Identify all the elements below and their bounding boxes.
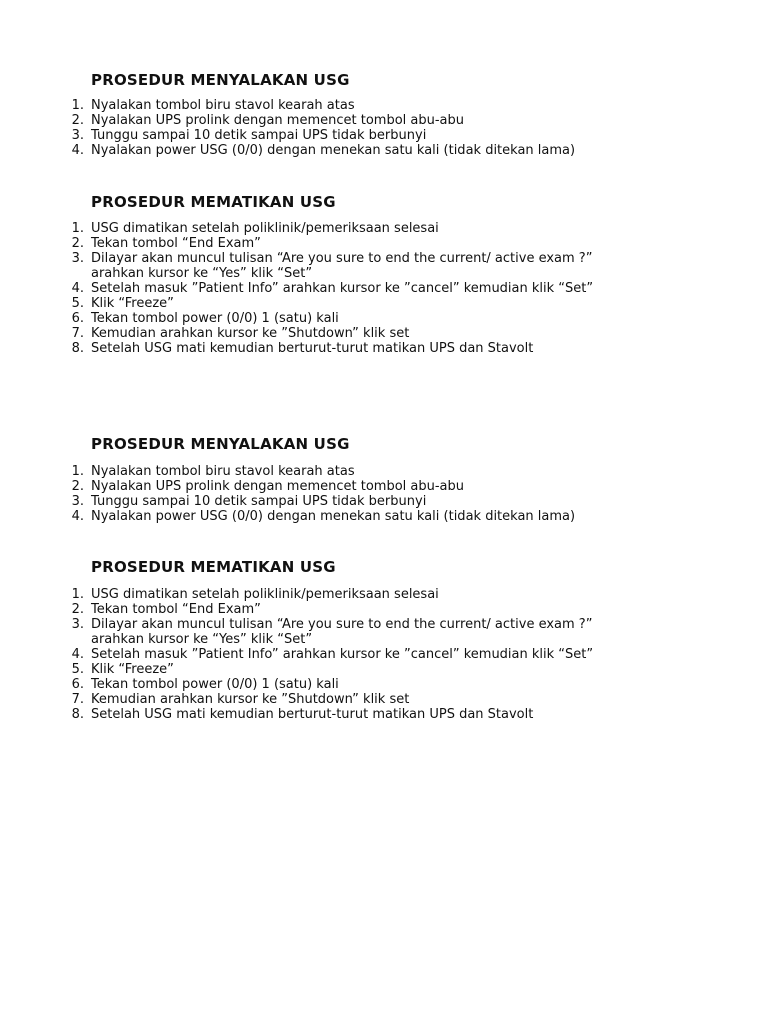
- section-title: PROSEDUR MEMATIKAN USG: [91, 558, 336, 576]
- item-text-continuation: arahkan kursor ke “Yes” klik “Set”: [91, 632, 313, 647]
- list-item: [0, 311, 720, 326]
- item-number: 3.: [71, 128, 84, 143]
- item-text: Nyalakan tombol biru stavol kearah atas: [91, 464, 355, 479]
- list-item: [0, 251, 720, 281]
- list-item: [0, 326, 720, 341]
- list-item: [0, 677, 720, 692]
- item-text: Klik “Freeze”: [91, 296, 174, 311]
- item-number: 1.: [71, 464, 84, 479]
- item-text: Klik “Freeze”: [91, 662, 174, 677]
- item-text: Tekan tombol “End Exam”: [91, 236, 261, 251]
- item-text: USG dimatikan setelah poliklinik/pemeriksaan selesai: [91, 221, 439, 236]
- steps-list: [0, 587, 720, 722]
- item-number: 4.: [71, 647, 84, 662]
- list-item: [0, 509, 720, 524]
- list-item: [0, 587, 720, 602]
- item-text: Dilayar akan muncul tulisan “Are you sure to end the current/ active exam ?”: [91, 617, 593, 632]
- list-item: [0, 602, 720, 617]
- item-text: Nyalakan UPS prolink dengan memencet tombol abu-abu: [91, 113, 465, 128]
- item-number: 4.: [71, 143, 84, 158]
- section-title: PROSEDUR MEMATIKAN USG: [91, 193, 336, 211]
- list-item: [0, 296, 720, 311]
- item-number: 4.: [71, 509, 84, 524]
- list-item: [0, 662, 720, 677]
- item-number: 7.: [71, 326, 84, 341]
- list-item: [0, 341, 720, 356]
- steps-list: [0, 464, 720, 524]
- item-text: Nyalakan power USG (0/0) dengan menekan satu kali (tidak ditekan lama): [91, 143, 576, 158]
- item-number: 5.: [71, 662, 84, 677]
- item-number: 2.: [71, 236, 84, 251]
- item-number: 4.: [71, 281, 84, 296]
- list-item: [0, 647, 720, 662]
- item-text: Dilayar akan muncul tulisan “Are you sure to end the current/ active exam ?”: [91, 251, 593, 266]
- item-number: 3.: [71, 251, 84, 266]
- item-text: Tekan tombol power (0/0) 1 (satu) kali: [91, 311, 339, 326]
- item-text: USG dimatikan setelah poliklinik/pemeriksaan selesai: [91, 587, 439, 602]
- list-item: [0, 98, 720, 113]
- item-text: Kemudian arahkan kursor ke ”Shutdown” klik set: [91, 326, 410, 341]
- list-item: [0, 494, 720, 509]
- item-text: Setelah masuk ”Patient Info” arahkan kursor ke ”cancel” kemudian klik “Set”: [91, 281, 594, 296]
- list-item: [0, 707, 720, 722]
- item-number: 5.: [71, 296, 84, 311]
- item-number: 6.: [71, 677, 84, 692]
- item-text: Nyalakan tombol biru stavol kearah atas: [91, 98, 355, 113]
- item-number: 1.: [71, 98, 84, 113]
- item-text-continuation: arahkan kursor ke “Yes” klik “Set”: [91, 266, 313, 281]
- steps-list: [0, 221, 720, 356]
- item-text: Nyalakan UPS prolink dengan memencet tombol abu-abu: [91, 479, 465, 494]
- list-item: [0, 113, 720, 128]
- item-number: 2.: [71, 602, 84, 617]
- item-text: Tunggu sampai 10 detik sampai UPS tidak berbunyi: [91, 494, 427, 509]
- item-number: 6.: [71, 311, 84, 326]
- item-number: 8.: [71, 341, 84, 356]
- item-number: 2.: [71, 479, 84, 494]
- section-title: PROSEDUR MENYALAKAN USG: [91, 435, 350, 453]
- list-item: [0, 143, 720, 158]
- list-item: [0, 281, 720, 296]
- item-text: Kemudian arahkan kursor ke ”Shutdown” klik set: [91, 692, 410, 707]
- item-text: Tekan tombol “End Exam”: [91, 602, 261, 617]
- list-item: [0, 692, 720, 707]
- item-text: Tekan tombol power (0/0) 1 (satu) kali: [91, 677, 339, 692]
- item-number: 7.: [71, 692, 84, 707]
- section-title: PROSEDUR MENYALAKAN USG: [91, 71, 350, 89]
- item-text: Nyalakan power USG (0/0) dengan menekan satu kali (tidak ditekan lama): [91, 509, 576, 524]
- list-item: [0, 236, 720, 251]
- item-number: 3.: [71, 494, 84, 509]
- item-number: 2.: [71, 113, 84, 128]
- item-text: Setelah USG mati kemudian berturut-turut matikan UPS dan Stavolt: [91, 341, 534, 356]
- list-item: [0, 128, 720, 143]
- item-number: 1.: [71, 221, 84, 236]
- item-number: 1.: [71, 587, 84, 602]
- item-text: Setelah masuk ”Patient Info” arahkan kursor ke ”cancel” kemudian klik “Set”: [91, 647, 594, 662]
- steps-list: [0, 98, 720, 158]
- list-item: [0, 221, 720, 236]
- item-number: 3.: [71, 617, 84, 632]
- item-text: Setelah USG mati kemudian berturut-turut matikan UPS dan Stavolt: [91, 707, 534, 722]
- item-text: Tunggu sampai 10 detik sampai UPS tidak berbunyi: [91, 128, 427, 143]
- list-item: [0, 479, 720, 494]
- item-number: 8.: [71, 707, 84, 722]
- list-item: [0, 464, 720, 479]
- list-item: [0, 617, 720, 647]
